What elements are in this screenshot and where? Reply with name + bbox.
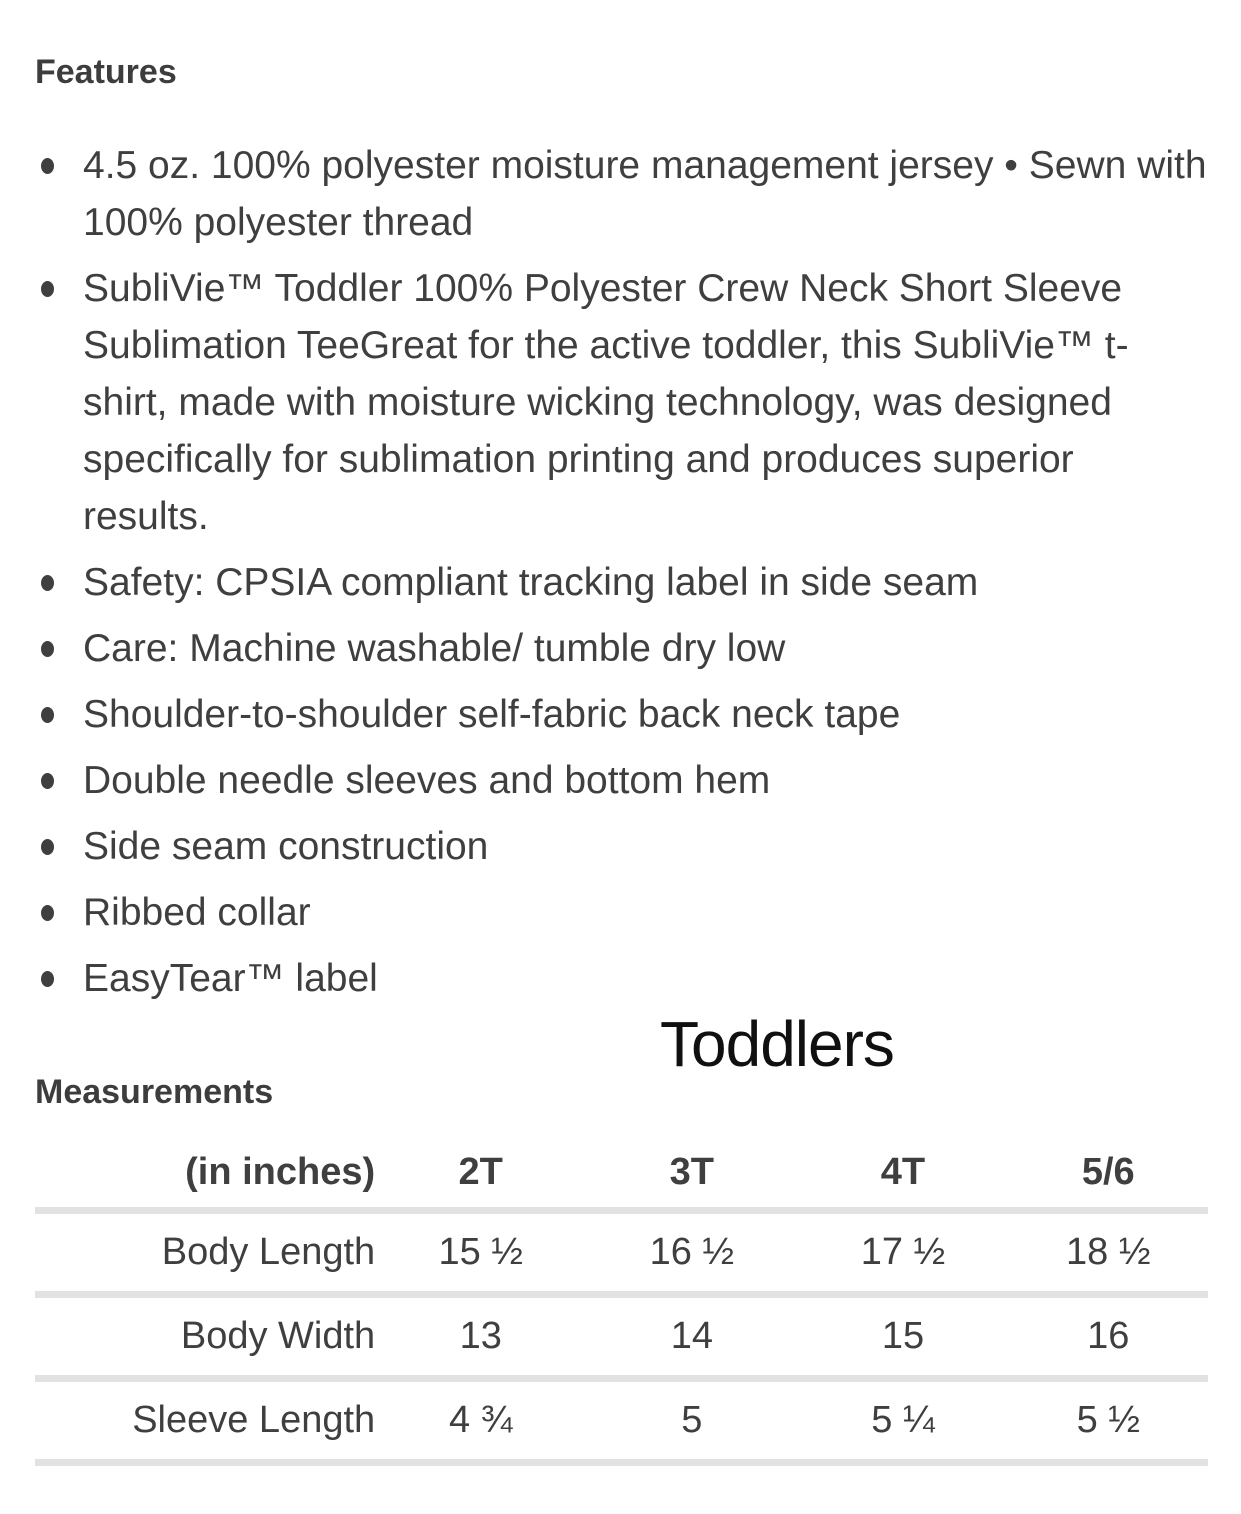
- column-header-4t: 4T: [797, 1137, 1008, 1211]
- cell-value: 14: [586, 1295, 797, 1379]
- feature-item: [35, 620, 1208, 677]
- feature-text: Ribbed collar: [83, 890, 311, 934]
- bullet-icon: [41, 905, 54, 921]
- column-header-3t: 3T: [586, 1137, 797, 1211]
- bullet-icon: [41, 281, 54, 297]
- row-label: Sleeve Length: [35, 1379, 375, 1463]
- cell-value: 15 ½: [375, 1211, 586, 1295]
- feature-item: [35, 137, 1208, 251]
- cell-value: 16: [1009, 1295, 1208, 1379]
- feature-item: [35, 260, 1208, 545]
- row-label: Body Length: [35, 1211, 375, 1295]
- feature-item: [35, 686, 1208, 743]
- header-row: [35, 1137, 1208, 1211]
- cell-value: 15: [797, 1295, 1008, 1379]
- table-row-sleeve-length: [35, 1379, 1208, 1463]
- feature-text: Side seam construction: [83, 824, 489, 868]
- feature-text: Safety: CPSIA compliant tracking label in side seam: [83, 560, 979, 604]
- table-row-body-length: [35, 1211, 1208, 1295]
- size-chart-head: [35, 1137, 1208, 1211]
- cell-value: 16 ½: [586, 1211, 797, 1295]
- cell-value: 17 ½: [797, 1211, 1008, 1295]
- feature-item: [35, 950, 1208, 1007]
- bullet-icon: [41, 575, 54, 591]
- bullet-icon: [41, 773, 54, 789]
- feature-item: [35, 752, 1208, 809]
- column-header-5-6: 5/6: [1009, 1137, 1208, 1211]
- features-list: [35, 137, 1208, 1007]
- cell-value: 13: [375, 1295, 586, 1379]
- features-heading: Features: [35, 53, 177, 91]
- measurements-header: [35, 1007, 1208, 1111]
- size-chart-table: [35, 1137, 1208, 1467]
- feature-text: 4.5 oz. 100% polyester moisture management jersey • Sewn with 100% polyester thread: [83, 143, 1207, 244]
- size-chart-body: [35, 1211, 1208, 1463]
- bullet-icon: [41, 707, 54, 723]
- feature-text: Shoulder-to-shoulder self-fabric back neck tape: [83, 692, 901, 736]
- bullet-icon: [41, 641, 54, 657]
- feature-text: SubliVie™ Toddler 100% Polyester Crew Neck Short Sleeve Sublimation TeeGreat for the active toddler, this SubliVie™ t-shirt, made with moisture wicking technology, was designed specifically for sublimation printing and produces superior results.: [83, 266, 1129, 538]
- cell-value: 5 ¼: [797, 1379, 1008, 1463]
- feature-item: [35, 884, 1208, 941]
- feature-text: EasyTear™ label: [83, 956, 378, 1000]
- row-label: Body Width: [35, 1295, 375, 1379]
- bullet-icon: [41, 971, 54, 987]
- feature-text: Care: Machine washable/ tumble dry low: [83, 626, 786, 670]
- cell-value: 18 ½: [1009, 1211, 1208, 1295]
- bullet-icon: [41, 158, 54, 174]
- feature-item: [35, 818, 1208, 875]
- column-header-2t: 2T: [375, 1137, 586, 1211]
- unit-label: (in inches): [35, 1137, 375, 1211]
- feature-item: [35, 554, 1208, 611]
- table-row-body-width: [35, 1295, 1208, 1379]
- measurements-heading: Measurements: [35, 1073, 274, 1111]
- size-group-title: Toddlers: [660, 1007, 894, 1080]
- cell-value: 5 ½: [1009, 1379, 1208, 1463]
- bullet-icon: [41, 839, 54, 855]
- cell-value: 4 ¾: [375, 1379, 586, 1463]
- cell-value: 5: [586, 1379, 797, 1463]
- feature-text: Double needle sleeves and bottom hem: [83, 758, 771, 802]
